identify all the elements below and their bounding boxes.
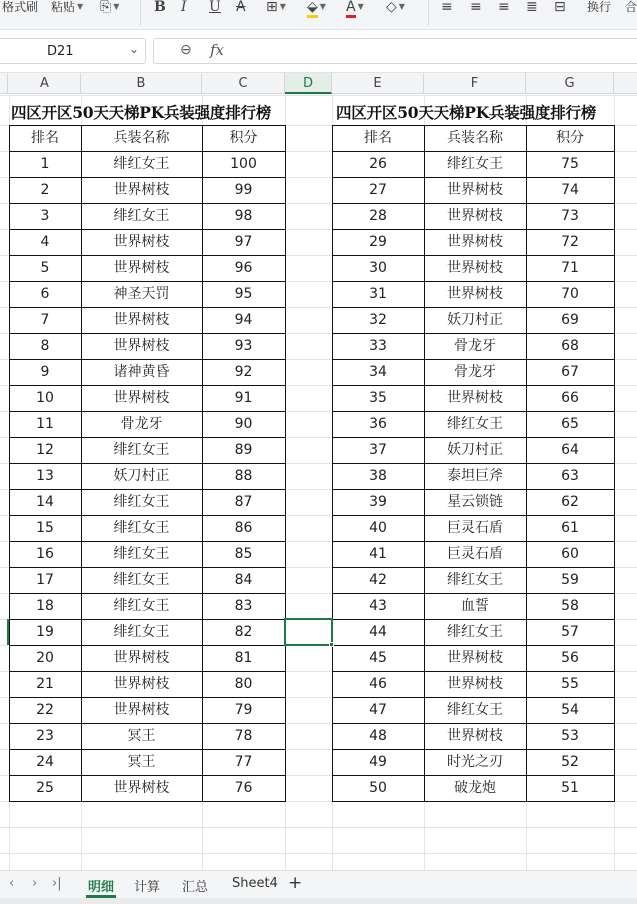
right-table-cell[interactable]: 世界树枝 (447, 650, 503, 666)
right-table-cell[interactable]: 37 (369, 442, 387, 458)
underline-icon[interactable]: U (209, 0, 221, 15)
left-table-cell[interactable]: 83 (234, 598, 253, 614)
table-border-horizontal (9, 541, 286, 542)
left-table-cell[interactable]: 19 (36, 624, 54, 640)
left-table-cell[interactable]: 6 (40, 286, 50, 302)
column-header-a[interactable]: A (9, 73, 81, 94)
sheet-tab-bar (0, 870, 637, 898)
left-table-cell[interactable]: 骨龙牙 (120, 416, 163, 432)
ribbon-divider (428, 0, 429, 26)
fill-color-icon[interactable]: ⬙ ▼ (307, 0, 326, 16)
table-border-vertical (81, 125, 82, 802)
table-border-horizontal (332, 437, 615, 438)
table-border-vertical (285, 125, 286, 802)
table-border-vertical (614, 125, 615, 802)
left-table-cell[interactable]: 世界树枝 (113, 780, 170, 796)
left-table-cell[interactable]: 20 (36, 650, 54, 666)
table-border-horizontal (332, 775, 615, 776)
function-icon[interactable]: fx (210, 41, 225, 59)
table-border-horizontal (332, 489, 615, 490)
justify-icon[interactable]: ≣ (526, 0, 538, 15)
table-border-horizontal (332, 125, 615, 126)
left-table-cell[interactable]: 妖刀村正 (113, 468, 170, 484)
right-table-cell[interactable]: 69 (561, 312, 579, 328)
table-border-horizontal (9, 463, 286, 464)
table-border-horizontal (9, 411, 286, 412)
left-table-cell[interactable]: 4 (40, 234, 50, 250)
left-table-header-cell: 兵装名称 (113, 130, 170, 146)
left-table-cell[interactable]: 世界树枝 (113, 234, 170, 250)
right-table-cell[interactable]: 62 (561, 494, 579, 510)
right-table-cell[interactable]: 61 (561, 520, 579, 536)
table-border-horizontal (332, 385, 615, 386)
italic-icon[interactable]: I (181, 0, 187, 15)
right-table-header-cell: 兵装名称 (447, 130, 503, 146)
sheet-tab-明细[interactable]: 明细 (88, 880, 115, 895)
table-border-vertical (9, 125, 10, 802)
table-border-horizontal (9, 307, 286, 308)
right-table-cell[interactable]: 36 (369, 416, 387, 432)
right-table-cell[interactable]: 38 (369, 468, 387, 484)
bold-icon[interactable]: B (154, 0, 166, 15)
left-table-cell[interactable]: 9 (40, 364, 50, 380)
formula-input[interactable] (153, 38, 637, 64)
left-table-cell[interactable]: 绯红女王 (113, 572, 170, 588)
right-table-cell[interactable]: 绯红女王 (447, 702, 503, 718)
right-table-cell[interactable]: 70 (561, 286, 579, 302)
left-table-cell[interactable]: 绯红女王 (113, 624, 170, 640)
right-table-cell[interactable]: 57 (561, 624, 579, 640)
right-table-cell[interactable]: 骨龙牙 (454, 338, 496, 354)
table-border-horizontal (332, 307, 615, 308)
wrap-text-button[interactable]: 换行 (587, 0, 612, 14)
table-border-vertical (202, 125, 203, 802)
left-table-cell[interactable]: 23 (36, 728, 54, 744)
name-box[interactable] (0, 38, 146, 64)
right-table-cell[interactable]: 时光之刃 (447, 754, 503, 770)
table-border-horizontal (9, 515, 286, 516)
left-table-cell[interactable]: 冥王 (127, 754, 156, 770)
table-border-horizontal (332, 541, 615, 542)
right-table-header-cell: 积分 (556, 130, 584, 146)
table-border-horizontal (332, 359, 615, 360)
paste-button[interactable] (51, 0, 83, 18)
chevron-right-icon[interactable]: › (32, 876, 38, 891)
column-header-d[interactable]: D (285, 73, 332, 94)
left-table-cell[interactable]: 13 (36, 468, 54, 484)
right-table-title: 四区开区50天天梯PK兵装强度排行榜 (336, 103, 597, 122)
right-table-cell[interactable]: 血誓 (461, 598, 489, 614)
left-table-cell[interactable]: 8 (40, 338, 50, 354)
table-border-horizontal (332, 645, 615, 646)
distributed-icon[interactable]: ⊟ (554, 0, 566, 15)
right-table-cell[interactable]: 52 (561, 754, 579, 770)
column-header-e[interactable]: E (332, 73, 424, 94)
right-table-cell[interactable]: 66 (561, 390, 579, 406)
column-header-g[interactable]: G (526, 73, 614, 94)
table-border-horizontal (332, 151, 615, 152)
right-table-cell[interactable]: 68 (561, 338, 579, 354)
left-table-header-cell: 排名 (31, 130, 59, 146)
left-table-cell[interactable]: 87 (234, 494, 253, 510)
right-table-cell[interactable]: 47 (369, 702, 387, 718)
gridline-horizontal (0, 95, 637, 96)
left-table-cell[interactable]: 85 (234, 546, 253, 562)
cell-reference: D21 (47, 44, 74, 59)
left-table-cell[interactable]: 世界树枝 (113, 312, 170, 328)
table-border-horizontal (9, 645, 286, 646)
right-table-cell[interactable]: 妖刀村正 (447, 312, 503, 328)
right-table-cell[interactable]: 32 (369, 312, 387, 328)
table-border-horizontal (332, 463, 615, 464)
right-table-cell[interactable]: 绯红女王 (447, 416, 503, 432)
table-border-horizontal (9, 749, 286, 750)
right-table-cell[interactable]: 45 (369, 650, 387, 666)
table-border-horizontal (9, 281, 286, 282)
table-border-horizontal (9, 229, 286, 230)
right-table-cell[interactable]: 破龙炮 (454, 780, 496, 796)
zoom-icon[interactable]: ⊖ (180, 42, 192, 58)
align-right-icon[interactable]: ≡ (498, 0, 510, 15)
right-table-cell[interactable]: 33 (369, 338, 387, 354)
table-border-horizontal (9, 333, 286, 334)
left-table-cell[interactable]: 97 (234, 234, 253, 250)
right-table-cell[interactable]: 世界树枝 (447, 182, 503, 198)
table-border-vertical (424, 125, 425, 802)
right-table-cell[interactable]: 59 (561, 572, 579, 588)
right-table-cell[interactable]: 世界树枝 (447, 286, 503, 302)
table-border-horizontal (332, 229, 615, 230)
row-marker (7, 619, 9, 645)
left-table-cell[interactable]: 11 (36, 416, 54, 432)
left-table-cell[interactable]: 21 (36, 676, 54, 692)
copy-icon[interactable]: ⎘ ▼ (100, 0, 120, 15)
table-border-horizontal (9, 671, 286, 672)
left-table-cell[interactable]: 89 (234, 442, 253, 458)
fill-handle[interactable] (329, 642, 334, 647)
right-table-cell[interactable]: 泰坦巨斧 (447, 468, 503, 484)
left-table-cell[interactable]: 91 (234, 390, 253, 406)
spreadsheet-grid[interactable] (0, 95, 637, 870)
right-table-cell[interactable]: 世界树枝 (447, 208, 503, 224)
gridline-horizontal (0, 827, 637, 828)
right-table-cell[interactable]: 44 (369, 624, 387, 640)
left-table-cell[interactable]: 82 (234, 624, 253, 640)
left-table-cell[interactable]: 81 (234, 650, 253, 666)
left-table-cell[interactable]: 79 (234, 702, 253, 718)
left-table-cell[interactable]: 1 (40, 156, 50, 172)
table-border-horizontal (332, 567, 615, 568)
left-table-cell[interactable]: 世界树枝 (113, 338, 170, 354)
right-table-cell[interactable]: 世界树枝 (447, 390, 503, 406)
right-table-cell[interactable]: 绯红女王 (447, 624, 503, 640)
table-border-horizontal (9, 619, 286, 620)
right-table-cell[interactable]: 34 (369, 364, 387, 380)
left-table-cell[interactable]: 绯红女王 (113, 156, 170, 172)
right-table-cell[interactable]: 27 (369, 182, 387, 198)
table-border-horizontal (9, 437, 286, 438)
right-table-cell[interactable]: 巨灵石盾 (447, 546, 503, 562)
right-table-cell[interactable]: 48 (369, 728, 387, 744)
left-table-cell[interactable]: 12 (36, 442, 54, 458)
table-border-horizontal (332, 801, 615, 802)
table-border-vertical (332, 125, 333, 802)
paste-label: 粘贴 (51, 0, 76, 14)
right-table-cell[interactable]: 42 (369, 572, 387, 588)
right-table-cell[interactable]: 41 (369, 546, 387, 562)
table-border-horizontal (332, 671, 615, 672)
table-border-horizontal (332, 723, 615, 724)
right-table-cell[interactable]: 63 (561, 468, 579, 484)
table-border-horizontal (332, 411, 615, 412)
right-table-cell[interactable]: 43 (369, 598, 387, 614)
right-table-cell[interactable]: 72 (561, 234, 579, 250)
last-sheet-icon[interactable]: ›| (52, 876, 62, 891)
borders-icon[interactable]: ⊞ ▼ (266, 0, 286, 15)
left-table-cell[interactable]: 世界树枝 (113, 702, 170, 718)
left-table-cell[interactable]: 77 (234, 754, 253, 770)
left-table-cell[interactable]: 5 (40, 260, 50, 276)
right-table-cell[interactable]: 67 (561, 364, 579, 380)
chevron-down-icon[interactable]: ⌄ (128, 42, 139, 56)
table-border-horizontal (9, 125, 286, 126)
right-table-cell[interactable]: 骨龙牙 (454, 364, 496, 380)
table-border-horizontal (9, 385, 286, 386)
column-header-h[interactable] (614, 73, 637, 94)
sheet-tab-计算[interactable]: 计算 (134, 880, 161, 895)
table-border-horizontal (9, 203, 286, 204)
table-border-horizontal (332, 255, 615, 256)
left-table-cell[interactable]: 绯红女王 (113, 208, 170, 224)
table-border-horizontal (332, 697, 615, 698)
left-table-cell[interactable]: 诸神黄昏 (113, 364, 170, 380)
active-cell-d21[interactable] (284, 618, 333, 646)
left-table-cell[interactable]: 78 (234, 728, 253, 744)
left-table-cell[interactable]: 96 (234, 260, 253, 276)
left-table-cell[interactable]: 90 (234, 416, 253, 432)
format-painter-button[interactable]: 格式刷 (2, 0, 39, 14)
right-table-header-cell: 排名 (364, 130, 392, 146)
right-table-cell[interactable]: 28 (369, 208, 387, 224)
right-table-cell[interactable]: 51 (561, 780, 579, 796)
ribbon-toolbar (0, 0, 637, 30)
right-table-cell[interactable]: 50 (369, 780, 387, 796)
column-header-f[interactable]: F (424, 73, 526, 94)
left-table-cell[interactable]: 25 (36, 780, 54, 796)
table-border-horizontal (332, 203, 615, 204)
formula-bar (0, 36, 637, 66)
right-table-cell[interactable]: 75 (561, 156, 579, 172)
left-table-cell[interactable]: 88 (234, 468, 253, 484)
left-table-cell[interactable]: 24 (36, 754, 54, 770)
right-table-cell[interactable]: 世界树枝 (447, 234, 503, 250)
left-table-cell[interactable]: 17 (36, 572, 54, 588)
table-border-horizontal (332, 281, 615, 282)
table-border-horizontal (9, 567, 286, 568)
table-border-horizontal (332, 749, 615, 750)
right-table-cell[interactable]: 55 (561, 676, 579, 692)
left-table-cell[interactable]: 世界树枝 (113, 650, 170, 666)
sheet-tab-sheet4[interactable]: Sheet4 (232, 876, 278, 891)
left-table-cell[interactable]: 绯红女王 (113, 520, 170, 536)
right-table-cell[interactable]: 54 (561, 702, 579, 718)
left-table-cell[interactable]: 98 (234, 208, 253, 224)
left-table-cell[interactable]: 92 (234, 364, 253, 380)
add-sheet-button[interactable]: + (288, 873, 303, 893)
left-table-cell[interactable]: 22 (36, 702, 54, 718)
table-border-horizontal (9, 255, 286, 256)
status-bar (0, 898, 637, 904)
right-table-cell[interactable]: 46 (369, 676, 387, 692)
right-table-cell[interactable]: 35 (369, 390, 387, 406)
table-border-horizontal (9, 801, 286, 802)
table-border-horizontal (9, 697, 286, 698)
right-table-cell[interactable]: 49 (369, 754, 387, 770)
right-table-cell[interactable]: 71 (561, 260, 579, 276)
right-table-cell[interactable]: 29 (369, 234, 387, 250)
table-border-horizontal (332, 515, 615, 516)
table-border-horizontal (332, 593, 615, 594)
strikethrough-icon[interactable]: A (236, 0, 246, 15)
merge-button[interactable]: 合 (625, 0, 637, 14)
left-table-cell[interactable]: 18 (36, 598, 54, 614)
right-table-cell[interactable]: 世界树枝 (447, 676, 503, 692)
column-header-b[interactable]: B (81, 73, 202, 94)
chevron-down-icon: ▼ (77, 2, 84, 11)
right-table-cell[interactable]: 64 (561, 442, 579, 458)
right-table-cell[interactable]: 56 (561, 650, 579, 666)
left-table-cell[interactable]: 世界树枝 (113, 182, 170, 198)
table-border-horizontal (9, 723, 286, 724)
left-table-cell[interactable]: 7 (40, 312, 50, 328)
table-border-vertical (526, 125, 527, 802)
left-table-cell[interactable]: 10 (36, 390, 54, 406)
table-border-horizontal (9, 151, 286, 152)
left-table-cell[interactable]: 86 (234, 520, 253, 536)
select-all-corner[interactable] (0, 73, 8, 94)
table-border-horizontal (9, 177, 286, 178)
left-table-cell[interactable]: 世界树枝 (113, 676, 170, 692)
left-table-cell[interactable]: 100 (230, 156, 257, 172)
right-table-cell[interactable]: 65 (561, 416, 579, 432)
right-table-cell[interactable]: 巨灵石盾 (447, 520, 503, 536)
right-table-cell[interactable]: 74 (561, 182, 579, 198)
table-border-horizontal (9, 775, 286, 776)
gridline-horizontal (0, 853, 637, 854)
chevron-left-icon[interactable]: ‹ (9, 876, 15, 891)
left-table-cell[interactable]: 99 (234, 182, 253, 198)
right-table-cell[interactable]: 世界树枝 (447, 260, 503, 276)
left-table-cell[interactable]: 3 (40, 208, 50, 224)
left-table-cell[interactable]: 14 (36, 494, 54, 510)
left-table-cell[interactable]: 绯红女王 (113, 598, 170, 614)
left-table-cell[interactable]: 93 (234, 338, 253, 354)
right-table-cell[interactable]: 40 (369, 520, 387, 536)
table-border-horizontal (332, 333, 615, 334)
left-table-cell[interactable]: 世界树枝 (113, 260, 170, 276)
left-table-title: 四区开区50天天梯PK兵装强度排行榜 (11, 103, 272, 122)
right-table-cell[interactable]: 39 (369, 494, 387, 510)
left-table-cell[interactable]: 84 (234, 572, 253, 588)
left-table-cell[interactable]: 绯红女王 (113, 442, 170, 458)
left-table-cell[interactable]: 76 (234, 780, 253, 796)
right-table-cell[interactable]: 妖刀村正 (447, 442, 503, 458)
right-table-cell[interactable]: 30 (369, 260, 387, 276)
left-table-cell[interactable]: 绯红女王 (113, 546, 170, 562)
right-table-cell[interactable]: 60 (561, 546, 579, 562)
left-table-cell[interactable]: 80 (234, 676, 253, 692)
left-table-header-cell: 积分 (229, 130, 258, 146)
eraser-icon[interactable]: ◇ ▼ (386, 0, 405, 15)
sheet-tab-汇总[interactable]: 汇总 (182, 880, 209, 895)
right-table-cell[interactable]: 58 (561, 598, 579, 614)
right-table-cell[interactable]: 26 (369, 156, 387, 172)
right-table-cell[interactable]: 绯红女王 (447, 572, 503, 588)
left-table-cell[interactable]: 绯红女王 (113, 494, 170, 510)
left-table-cell[interactable]: 95 (234, 286, 253, 302)
align-left-icon[interactable]: ≡ (441, 0, 453, 15)
font-color-icon[interactable]: A ▼ (346, 0, 364, 16)
right-table-cell[interactable]: 31 (369, 286, 387, 302)
left-table-cell[interactable]: 神圣天罚 (113, 286, 170, 302)
align-center-icon[interactable]: ≡ (470, 0, 482, 15)
right-table-cell[interactable]: 世界树枝 (447, 728, 503, 744)
table-border-horizontal (9, 593, 286, 594)
left-table-cell[interactable]: 15 (36, 520, 54, 536)
column-header-c[interactable]: C (202, 73, 285, 94)
right-table-cell[interactable]: 绯红女王 (447, 156, 503, 172)
left-table-cell[interactable]: 94 (234, 312, 253, 328)
table-border-horizontal (332, 619, 615, 620)
table-border-horizontal (9, 359, 286, 360)
left-table-cell[interactable]: 世界树枝 (113, 390, 170, 406)
table-border-horizontal (332, 177, 615, 178)
left-table-cell[interactable]: 冥王 (127, 728, 156, 744)
column-headers (0, 72, 637, 94)
right-table-cell[interactable]: 星云锁链 (447, 494, 503, 510)
table-border-horizontal (9, 489, 286, 490)
left-table-cell[interactable]: 16 (36, 546, 54, 562)
left-table-cell[interactable]: 2 (40, 182, 50, 198)
ribbon-divider (140, 0, 141, 26)
right-table-cell[interactable]: 73 (561, 208, 579, 224)
right-table-cell[interactable]: 53 (561, 728, 579, 744)
